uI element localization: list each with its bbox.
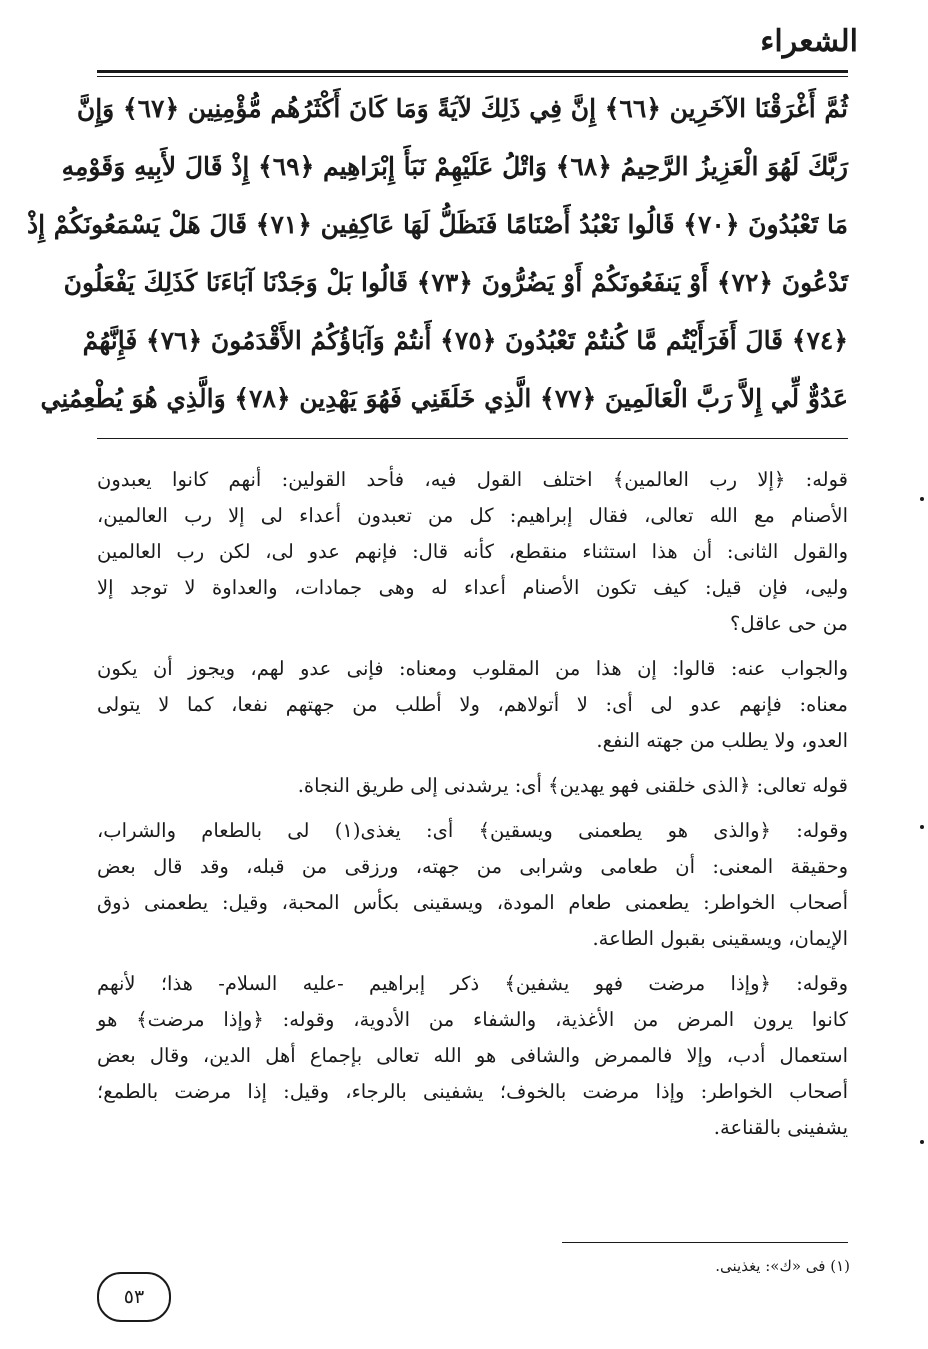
header-rule-thin	[97, 76, 848, 77]
margin-mark	[920, 497, 924, 501]
footnote-rule	[562, 1242, 848, 1243]
text-line: والقول الثانى: أن هذا استثناء منقطع، كأنه قال: فإنهم عدو لى، لكن رب العالمين	[97, 540, 848, 563]
text-line: قوله: ﴿إلا رب العالمين﴾ اختلف القول فيه، فأحد القولين: أنهم كانوا يعبدون	[97, 468, 848, 491]
margin-mark	[920, 1140, 924, 1144]
footnote: (١) فى «ك»: يغذينى.	[715, 1257, 850, 1275]
commentary-paragraph	[97, 813, 848, 957]
text-line: كانوا يرون المرض من الأغذية، والشفاء من الأدوية، وقوله: ﴿وإذا مرضت﴾ هو	[97, 1008, 848, 1031]
text-line: وليى، فإن قيل: كيف تكون الأصنام أعداء له وهى جمادات، والعداوة لا توجد إلا	[97, 576, 848, 599]
quran-line: تَدْعُونَ ﴿٧٢﴾ أَوْ يَنفَعُونَكُمْ أَوْ يَضُرُّونَ ﴿٧٣﴾ قَالُوا بَلْ وَجَدْنَا آبَاءَنَا كَذَلِكَ يَفْعَلُونَ	[63, 268, 848, 297]
text-line: استعمال أدب، وإلا فالممرض والشافى هو الله تعالى بإجماع أهل الدين، وقال بعض	[97, 1044, 848, 1067]
surah-title: الشعراء	[760, 24, 858, 59]
commentary-paragraph	[97, 966, 848, 1146]
text-line: أصحاب الخواطر: وإذا مرضت بالخوف؛ يشفينى بالرجاء، وقيل: إذا مرضت بالطمع؛	[97, 1080, 848, 1103]
quran-verses	[26, 80, 848, 428]
quran-line: عَدُوٌّ لِّي إِلاَّ رَبَّ الْعَالَمِينَ ﴿٧٧﴾ الَّذِي خَلَقَنِي فَهُوَ يَهْدِين ﴿٧٨﴾ وَالَّذِي هُوَ يُطْعِمُنِي	[40, 384, 848, 413]
text-line: معناه: فإنهم عدو لى أى: لا أتولاهم، ولا أطلب من جهتهم نفعا، كما لا يتولى	[97, 693, 848, 716]
margin-mark	[920, 825, 924, 829]
text-line: وحقيقة المعنى: أن طعامى وشرابى من جهته، ورزقى من قبله، وقد قال بعض	[97, 855, 848, 878]
text-line: وقوله: ﴿وإذا مرضت فهو يشفين﴾ ذكر إبراهيم -عليه السلام- هذا؛ لأنهم	[97, 972, 848, 995]
page-number: ٥٣	[123, 1286, 145, 1308]
text-line: والجواب عنه: قالوا: إن هذا من المقلوب ومعناه: فإنى عدو لهم، ويجوز أن يكون	[97, 657, 848, 680]
text-line: أصحاب الخواطر: يطعمنى طعام المودة، ويسقينى بكأس المحبة، وقيل: يطعمنى ذوق	[97, 891, 848, 914]
header-rule-thick	[97, 70, 848, 73]
commentary-text	[97, 462, 848, 1155]
text-line: يشفينى بالقناعة.	[713, 1116, 848, 1139]
text-line: العدو، ولا يطلب من جهته النفع.	[596, 729, 848, 752]
text-line: الإيمان، ويسقينى بقبول الطاعة.	[592, 927, 848, 950]
quran-line: ﴿٧٤﴾ قَالَ أَفَرَأَيْتُم مَّا كُنتُمْ تَعْبُدُونَ ﴿٧٥﴾ أَنتُمْ وَآبَاؤُكُمُ الأَقْدَمُونَ ﴿٧٦﴾ فَإِنَّهُمْ	[82, 326, 848, 355]
commentary-paragraph	[97, 462, 848, 642]
text-line: قوله تعالى: ﴿الذى خلقنى فهو يهدين﴾ أى: يرشدنى إلى طريق النجاة.	[297, 774, 848, 797]
text-line: وقوله: ﴿والذى هو يطعمنى ويسقين﴾ أى: يغذى(١) لى بالطعام والشراب،	[97, 819, 848, 842]
text-line: من حى عاقل؟	[729, 612, 848, 635]
quran-line: مَا تَعْبُدُونَ ﴿٧٠﴾ قَالُوا نَعْبُدُ أَصْنَامًا فَنَظَلُّ لَهَا عَاكِفِين ﴿٧١﴾ قَالَ هَلْ يَسْمَعُونَكُمْ إِذْ	[26, 210, 848, 239]
commentary-paragraph	[97, 651, 848, 759]
quran-line: ثُمَّ أَغْرَقْنَا الآخَرِين ﴿٦٦﴾ إِنَّ فِي ذَلِكَ لآيَةً وَمَا كَانَ أَكْثَرُهُم مُّؤْمِنِين ﴿٦٧﴾ وَإِنَّ	[76, 94, 848, 123]
quran-divider	[97, 438, 848, 439]
text-line: الأصنام مع الله تعالى، فقال إبراهيم: كل من تعبدون أعداء لى إلا رب العالمين،	[97, 504, 848, 527]
quran-line: رَبَّكَ لَهُوَ الْعَزِيزُ الرَّحِيمُ ﴿٦٨﴾ وَاتْلُ عَلَيْهِمْ نَبَأَ إِبْرَاهِيم ﴿٦٩﴾ إِذْ قَالَ لأَبِيهِ وَقَوْمِهِ	[61, 152, 848, 181]
commentary-paragraph	[97, 768, 848, 804]
